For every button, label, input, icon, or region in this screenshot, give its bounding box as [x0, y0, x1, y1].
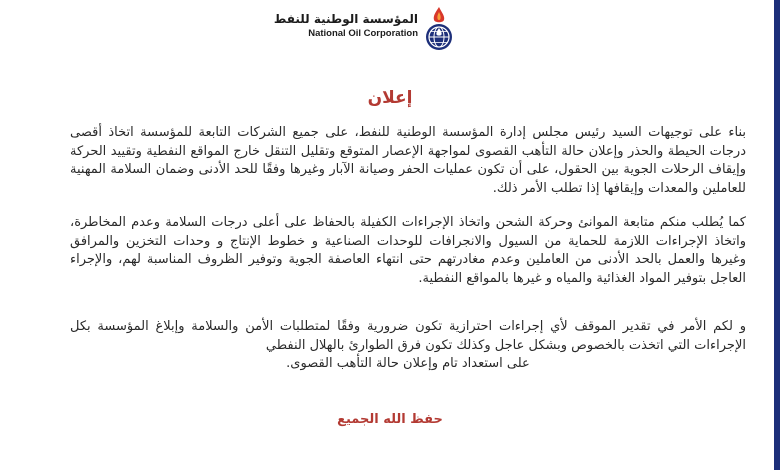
announcement-paragraph-1: بناء على توجيهات السيد رئيس مجلس إدارة المؤسسة الوطنية للنفط، على جميع الشركات التابعة للمؤسسة اتخاذ أقصى درجات الحيطة والحذر وإعلان حالة التأهب القصوى لمواجهة الإعصار المتوقع وتقليل التنقل خارج المواقع النفطية وتقييد الحركة وإيقاف الرحلات الجوية بين الحقول، على أن تكون عمليات الحفر وصيانة الآبار وغيرها وفقًا للحد الأدنى وضمان السلامة المهنية للعاملين والمعدات وإيقافها إذا تطلب الأمر ذلك. [70, 125, 746, 196]
announcement-paragraph-3-main: و لكم الأمر في تقدير الموقف لأي إجراءات احترازية تكون ضرورية وفقًا لمتطلبات الأمن والسلامة وإبلاغ المؤسسة بكل الإجراءات التي اتخذت بالخصوص وبشكل عاجل وكذلك تكون فرق الطوارئ بالهلال النفطي [70, 319, 746, 353]
announcement-paragraph-3 [70, 318, 746, 374]
brand-edge-strip [774, 0, 780, 470]
closing-line: حفظ الله الجميع [337, 412, 443, 427]
noc-logo-icon [422, 6, 456, 54]
organization-name-english: National Oil Corporation [308, 28, 418, 39]
organization-name-arabic: المؤسسة الوطنية للنفط [273, 12, 418, 26]
announcement-paragraph-2: كما يُطلب منكم متابعة الموانئ وحركة الشحن واتخاذ الإجراءات الكفيلة بالحفاظ على أعلى درجات السلامة وعدم المخاطرة، واتخاذ الإجراءات اللازمة للحماية من السيول والانجرافات للوحدات الصناعية و خطوط الإنتاج و وحدات التخزين والمرافق وغيرها والعمل بالحد الأدنى من العاملين وعدم مغادرتهم حتى انتهاء العاصفة الجوية وتوفير الظروف المناسبة لهم، والإجراء العاجل بتوفير المواد الغذائية والمياه و غيرها بالمواقع النفطية. [70, 215, 746, 286]
organization-name [273, 12, 418, 40]
letterhead [0, 0, 780, 60]
announcement-title: إعلان [367, 88, 413, 108]
announcement-paragraph-3-last-line: على استعداد تام وإعلان حالة التأهب القصوى. [286, 356, 530, 371]
